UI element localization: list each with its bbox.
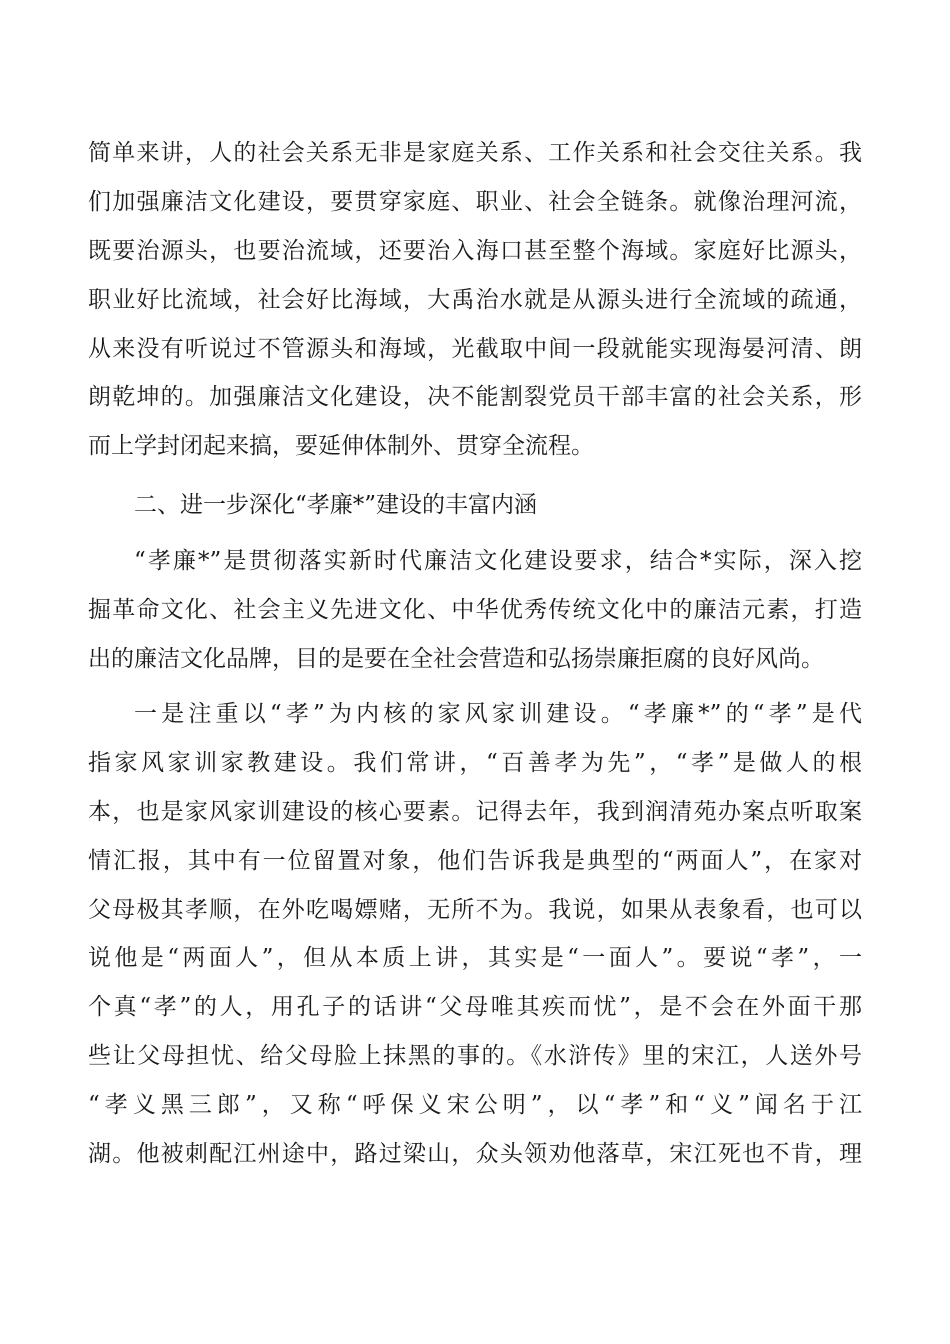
paragraph-social-relations xyxy=(88,129,862,471)
text-line: 父母极其孝顺，在外吃喝嫖赌，无所不为。我说，如果从表象看，也可以 xyxy=(88,896,862,923)
text-line: 些让父母担忧、给父母脸上抹黑的事的。《水浒传》里的宋江，人送外号 xyxy=(88,1043,862,1070)
text-line: 朗乾坤的。加强廉洁文化建设，决不能割裂党员干部丰富的社会关系，形 xyxy=(88,384,862,411)
text-line: 指家风家训家教建设。我们常讲，“百善孝为先”，“孝”是做人的根 xyxy=(88,749,862,776)
section-heading-text: 二、进一步深化“孝廉*”建设的丰富内涵 xyxy=(134,492,538,518)
text-line: 出的廉洁文化品牌，目的是要在全社会营造和弘扬崇廉拒腐的良好风尚。 xyxy=(88,645,824,672)
text-line: 而上学封闭起来搞，要延伸体制外、贯穿全流程。 xyxy=(88,433,594,460)
text-line: 湖。他被刺配江州途中，路过梁山，众头领劝他落草，宋江死也不肯，理 xyxy=(88,1141,862,1168)
text-line: “孝廉*”是贯彻落实新时代廉洁文化建设要求，结合*实际，深入挖 xyxy=(134,548,862,574)
text-line: 个真“孝”的人，用孔子的话讲“父母唯其疾而忧”，是不会在外面干那 xyxy=(88,994,862,1021)
text-line: “孝义黑三郎”，又称“呼保义宋公明”，以“孝”和“义”闻名于江 xyxy=(88,1092,862,1119)
paragraph-family-tradition xyxy=(88,690,862,1179)
text-line: 简单来讲，人的社会关系无非是家庭关系、工作关系和社会交往关系。我 xyxy=(88,140,862,166)
text-line: 一是注重以“孝”为内核的家风家训建设。“孝廉*”的“孝”是代 xyxy=(134,701,862,727)
text-line: 掘革命文化、社会主义先进文化、中华优秀传统文化中的廉洁元素，打造 xyxy=(88,596,862,623)
text-line: 们加强廉洁文化建设，要贯穿家庭、职业、社会全链条。就像治理河流， xyxy=(88,188,862,215)
section-heading xyxy=(88,481,862,530)
text-line: 从来没有听说过不管源头和海域，光截取中间一段就能实现海晏河清、朗 xyxy=(88,335,862,362)
text-line: 职业好比流域，社会好比海域，大禹治水就是从源头进行全流域的疏通， xyxy=(88,286,862,313)
text-line: 说他是“两面人”，但从本质上讲，其实是“一面人”。要说“孝”，一 xyxy=(88,945,862,972)
text-line: 本，也是家风家训建设的核心要素。记得去年，我到润清苑办案点听取案 xyxy=(88,798,862,825)
paragraph-xiaolian-intro xyxy=(88,537,862,684)
text-line: 情汇报，其中有一位留置对象，他们告诉我是典型的“两面人”，在家对 xyxy=(88,847,862,874)
text-line: 既要治源头，也要治流域，还要治入海口甚至整个海域。家庭好比源头， xyxy=(88,237,862,264)
